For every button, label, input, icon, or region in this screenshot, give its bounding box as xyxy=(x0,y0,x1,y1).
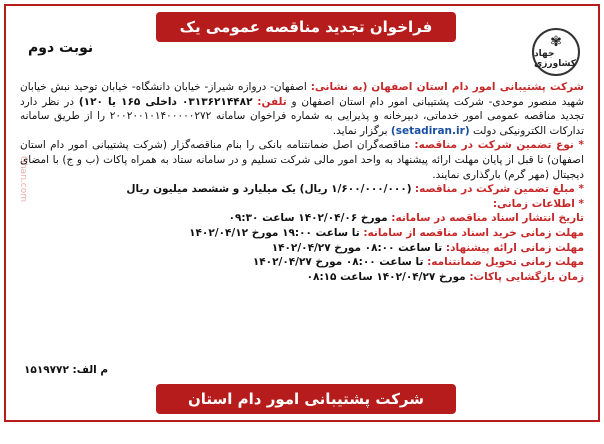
guarantee-amount-text: (۱/۶۰۰/۰۰۰/۰۰۰ ریال) یک میلیارد و ششصد میلیون ریال xyxy=(126,183,412,196)
reference-code: م الف: ۱۵۱۹۷۷۲ xyxy=(24,364,109,376)
intro-text: در نظر دارد تجدید مناقصه عمومی امور خدماتی، دبیرخانه و پذیرایی به شماره فراخوان سامانه ۲۰۰۲۰۰۱۰۱۴۰۰۰۰۰۲۷۲ را از طریق سامانه تدارکات الکترونیکی دولت xyxy=(20,95,584,137)
phone-text: ۰۳۱۳۶۲۱۴۴۸۲ داخلی ۱۶۵ یا ۱۲۰) xyxy=(78,95,253,108)
guarantee-amount-paragraph xyxy=(20,182,584,197)
round-label: نوبت دوم xyxy=(28,40,94,56)
dates-list xyxy=(20,211,584,284)
date-row: مهلت زمانی ارائه پیشنهاد: تا ساعت ۰۸:۰۰ مورخ ۱۴۰۲/۰۴/۲۷ xyxy=(271,241,584,254)
guarantee-type-label: * نوع تضمین شرکت در مناقصه: xyxy=(414,139,584,152)
notice-body xyxy=(20,80,584,376)
site-link[interactable]: (setadiran.ir) xyxy=(390,124,470,137)
logo-text: جهاد کشاورزی xyxy=(534,49,576,69)
guarantee-type-text: مناقصه‌گران اصل ضمانتنامه بانکی را بنام مناقصه‌گزار (شرکت پشتیبانی امور دام استان اصفهان) تا قبل از پایان مهلت ارائه پیشنهاد به واحد امور مالی شرکت تسلیم و در سامانه ستاد به همراه پاکات (ب و ج) با امضای دیجیتال (مهر گرم) بارگذاری نمایند. xyxy=(20,139,584,181)
side-watermark: Ghan.com xyxy=(18,156,28,202)
address-label: (به نشانی: xyxy=(310,81,368,93)
date-row: مهلت زمانی خرید اسناد مناقصه از سامانه: تا ساعت ۱۹:۰۰ مورخ ۱۴۰۲/۰۴/۱۲ xyxy=(189,226,584,239)
notice-frame xyxy=(4,4,600,438)
phone-label: تلفن: xyxy=(257,95,287,108)
guarantee-amount-label: * مبلغ تضمین شرکت در مناقصه: xyxy=(414,183,584,196)
date-row: مهلت زمانی تحویل ضمانتنامه: تا ساعت ۰۸:۰۰ مورخ ۱۴۰۲/۰۴/۲۷ xyxy=(252,256,584,269)
timing-heading xyxy=(20,197,584,212)
date-row: زمان بازگشایی پاکات: مورخ ۱۴۰۲/۰۴/۲۷ ساعت ۰۸:۱۵ xyxy=(306,270,584,283)
company-name: شرکت پشتیبانی امور دام استان اصفهان xyxy=(371,81,585,93)
address-text: اصفهان- دروازه شیراز- خیابان دانشگاه- خیابان توحید نبش خیابان شهید منصور موحدی- شرکت پشتیبانی امور دام استان اصفهان و xyxy=(20,81,585,108)
footer-company: شرکت پشتیبانی امور دام استان اصفهان xyxy=(156,384,456,414)
emblem-icon: ✾ جهاد کشاورزی xyxy=(532,28,580,76)
notice-title: فراخوان تجدید مناقصه عمومی یک مرحله‌ای xyxy=(156,12,456,42)
guarantee-type-paragraph xyxy=(20,138,584,182)
intro-end: برگزار نماید. xyxy=(332,124,388,137)
date-row: تاریخ انتشار اسناد مناقصه در سامانه: مورخ ۱۴۰۲/۰۴/۰۶ ساعت ۰۹:۳۰ xyxy=(228,212,584,225)
timing-label: * اطلاعات زمانی: xyxy=(492,197,584,210)
intro-paragraph xyxy=(20,80,584,138)
